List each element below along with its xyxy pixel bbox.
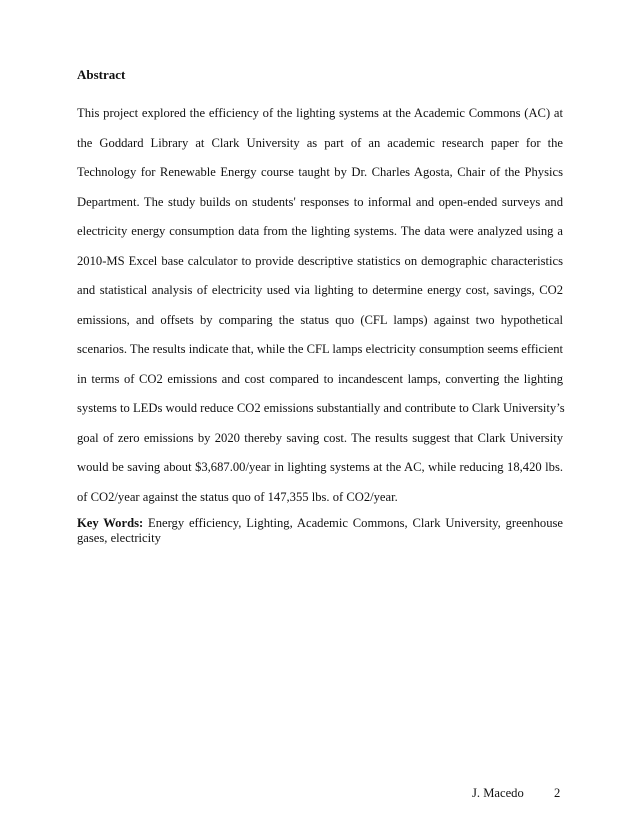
page-footer <box>0 785 638 801</box>
abstract-line: Technology for Renewable Energy course taught by Dr. Charles Agosta, Chair of the Physics <box>77 165 563 179</box>
abstract-heading: Abstract <box>77 67 126 82</box>
abstract-line: would be saving about $3,687.00/year in lighting systems at the AC, while reducing 18,420 lbs. <box>77 460 563 474</box>
abstract-line: systems to LEDs would reduce CO2 emissions substantially and contribute to Clark University’s <box>77 401 565 415</box>
abstract-line: of CO2/year against the status quo of 147,355 lbs. of CO2/year. <box>77 489 398 504</box>
abstract-body <box>77 99 563 512</box>
keywords-line: gases, electricity <box>77 531 161 545</box>
keywords-text: Energy efficiency, Lighting, Academic Commons, Clark University, greenhouse <box>143 516 563 530</box>
abstract-line: This project explored the efficiency of the lighting systems at the Academic Commons (AC) at <box>77 106 563 120</box>
abstract-line: emissions, and offsets by comparing the status quo (CFL lamps) against two hypothetical <box>77 312 563 327</box>
keywords-paragraph <box>77 516 563 546</box>
abstract-line: electricity energy consumption data from the lighting systems. The data were analyzed using a <box>77 224 563 238</box>
abstract-line: goal of zero emissions by 2020 thereby saving cost. The results suggest that Clark University <box>77 430 563 445</box>
abstract-line: in terms of CO2 emissions and cost compared to incandescent lamps, converting the lighting <box>77 371 563 386</box>
page-number: 2 <box>554 786 561 800</box>
abstract-line: the Goddard Library at Clark University as part of an academic research paper for the <box>77 135 563 150</box>
footer-author: J. Macedo <box>472 786 524 800</box>
abstract-line: 2010-MS Excel base calculator to provide descriptive statistics on demographic characteristics <box>77 253 563 268</box>
abstract-line: Department. The study builds on students' responses to informal and open-ended surveys and <box>77 194 563 209</box>
abstract-line: scenarios. The results indicate that, while the CFL lamps electricity consumption seems efficient <box>77 342 563 356</box>
keywords-label: Key Words: <box>77 516 144 530</box>
keywords-line <box>77 516 563 531</box>
abstract-line: and statistical analysis of electricity used via lighting to determine energy cost, savings, CO2 <box>77 283 563 297</box>
